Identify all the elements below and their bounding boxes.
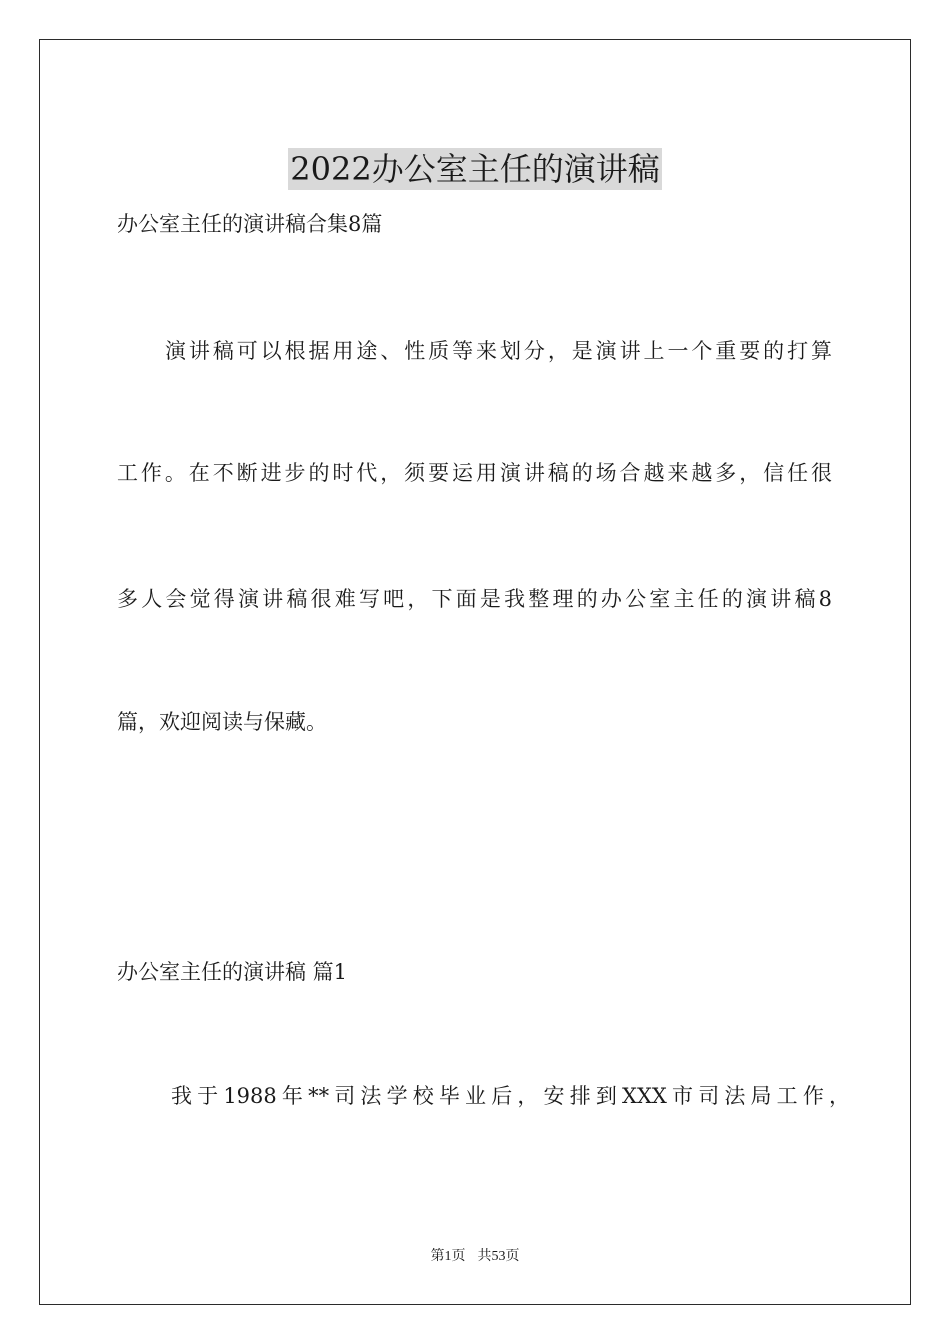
intro-line-1: 演讲稿可以根据用途、性质等来划分，是演讲上一个重要的打算: [165, 339, 832, 363]
page-total: 共53页: [477, 1249, 520, 1264]
document-subtitle: 办公室主任的演讲稿合集8篇: [117, 212, 383, 236]
document-title: 2022办公室主任的演讲稿: [290, 150, 660, 189]
title-container: [0, 127, 950, 212]
section-body-line-1: 我于1988年**司法学校毕业后，安排到XXX市司法局工作，: [171, 1084, 850, 1108]
intro-line-2: 工作。在不断进步的时代，须要运用演讲稿的场合越来越多，信任很: [117, 461, 832, 485]
section-heading: 办公室主任的演讲稿 篇1: [117, 960, 348, 984]
intro-line-4: 篇，欢迎阅读与保藏。: [117, 710, 327, 734]
page-footer: [0, 1248, 950, 1266]
intro-line-3: 多人会觉得演讲稿很难写吧，下面是我整理的办公室主任的演讲稿8: [117, 587, 832, 611]
page-number: 第1页: [430, 1249, 466, 1264]
